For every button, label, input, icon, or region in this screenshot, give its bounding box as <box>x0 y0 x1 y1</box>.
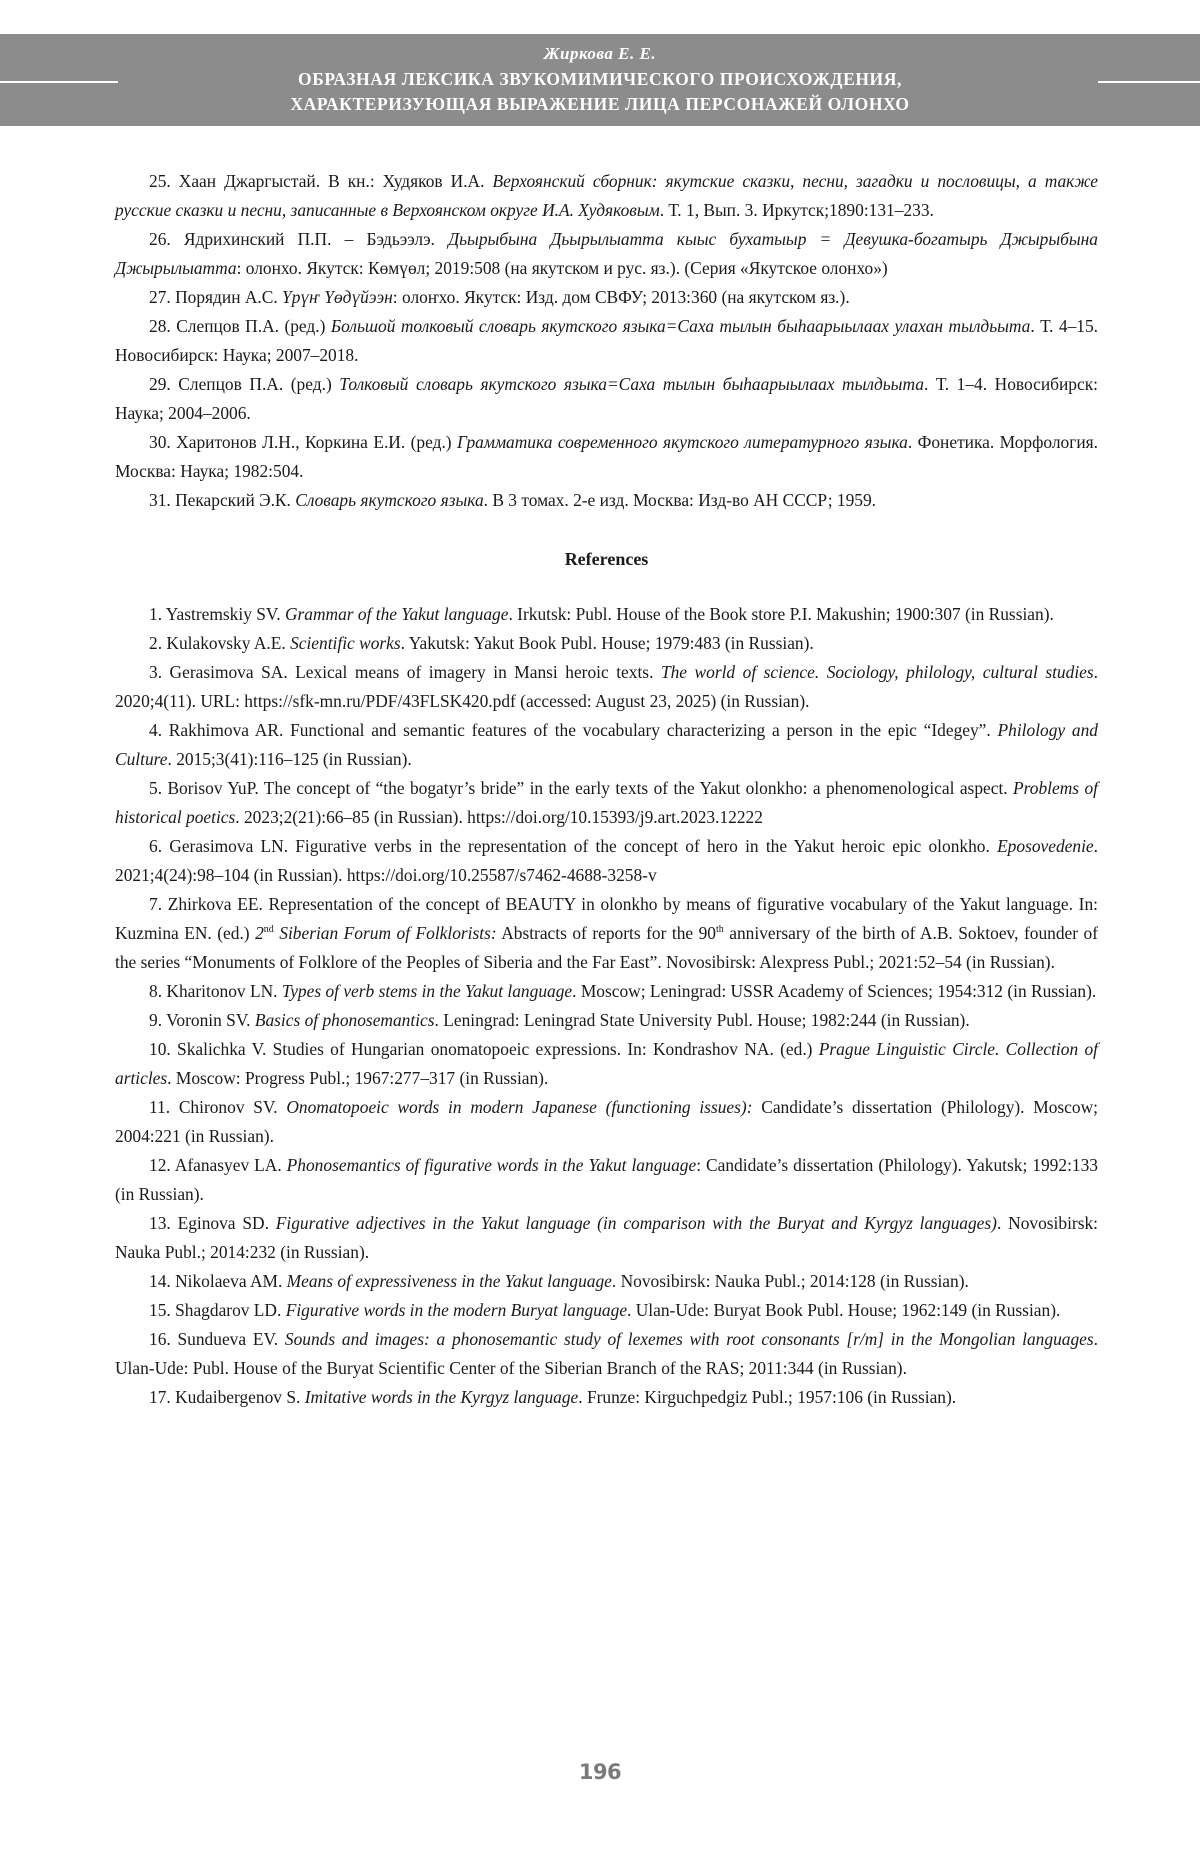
english-reference-list <box>115 600 1098 1412</box>
russian-reference-list <box>115 167 1098 515</box>
reference-entry: 30. Харитонов Л.Н., Коркина Е.И. (ред.) Грамматика современного якутского литературного языка. Фонетика. Морфология. Москва: Наука; 1982:504. <box>115 432 1098 481</box>
reference-entry: 9. Voronin SV. Basics of phonosemantics. Leningrad: Leningrad State University Publ. House; 1982:244 (in Russian). <box>149 1010 970 1030</box>
reference-entry: 27. Порядин А.С. Үрүҥ Үөдүйээн: олоҥхо. Якутск: Изд. дом СВФУ; 2013:360 (на якутском яз.). <box>149 287 850 307</box>
reference-entry: 13. Eginova SD. Figurative adjectives in the Yakut language (in comparison with the Buryat and Kyrgyz languages). Novosibirsk: Nauka Publ.; 2014:232 (in Russian). <box>115 1213 1098 1262</box>
reference-entry: 28. Слепцов П.А. (ред.) Большой толковый словарь якутского языка=Саха тылын быһаарыылаах улахан тылдьыта. Т. 4–15. Новосибирск: Наука; 2007–2018. <box>115 316 1098 365</box>
reference-entry: 17. Kudaibergenov S. Imitative words in the Kyrgyz language. Frunze: Kirguchpedgiz Publ.; 1957:106 (in Russian). <box>149 1387 957 1407</box>
page-content <box>115 167 1098 1412</box>
reference-entry: 25. Хаан Джаргыстай. В кн.: Худяков И.А. Верхоянский сборник: якутские сказки, песни, загадки и пословицы, а также русские сказки и песни, записанные в Верхоянском округе И.А. Худяковым. Т. 1, Вып. 3. Иркутск;1890:131–233. <box>115 171 1098 220</box>
reference-entry: 10. Skalichka V. Studies of Hungarian onomatopoeic expressions. In: Kondrashov NA. (ed.) Prague Linguistic Circle. Collection of articles. Moscow: Progress Publ.; 1967:277–317 (in Russian). <box>115 1039 1098 1088</box>
header-author: Жиркова Е. Е. <box>543 44 657 63</box>
page-number: 196 <box>578 1760 622 1784</box>
reference-entry: 7. Zhirkova EE. Representation of the concept of BEAUTY in olonkho by means of figurative vocabulary of the Yakut language. In: Kuzmina EN. (ed.) 2nd Siberian Forum of Folklorists: Abstracts of reports for the 90th anniversary of the birth of A.B. Soktoev, founder of the series “Monuments of Folklore of the Peoples of Siberia and the Far East”. Novosibirsk: Alexpress Publ.; 2021:52–54 (in Russian). <box>115 894 1099 972</box>
header-title-line-1: ОБРАЗНАЯ ЛЕКСИКА ЗВУКОМИМИЧЕСКОГО ПРОИСХОЖДЕНИЯ, <box>297 69 902 89</box>
references-heading: References <box>564 549 649 569</box>
reference-entry: 15. Shagdarov LD. Figurative words in the modern Buryat language. Ulan-Ude: Buryat Book Publ. House; 1962:149 (in Russian). <box>149 1300 1061 1320</box>
reference-entry: 5. Borisov YuP. The concept of “the bogatyr’s bride” in the early texts of the Yakut olonkho: a phenomenological aspect. Problems of historical poetics. 2023;2(21):66–85 (in Russian). https://doi.org/10.15393/j9.art.2023.12222 <box>115 778 1098 827</box>
reference-entry: 2. Kulakovsky A.E. Scientific works. Yakutsk: Yakut Book Publ. House; 1979:483 (in Russian). <box>149 633 814 653</box>
reference-entry: 1. Yastremskiy SV. Grammar of the Yakut language. Irkutsk: Publ. House of the Book store P.I. Makushin; 1900:307 (in Russian). <box>149 604 1054 624</box>
reference-entry: 11. Chironov SV. Onomatopoeic words in modern Japanese (functioning issues): Candidate’s dissertation (Philology). Moscow; 2004:221 (in Russian). <box>115 1097 1098 1146</box>
header-title-line-2: ХАРАКТЕРИЗУЮЩАЯ ВЫРАЖЕНИЕ ЛИЦА ПЕРСОНАЖЕЙ ОЛОНХО <box>290 94 910 114</box>
reference-entry: 6. Gerasimova LN. Figurative verbs in the representation of the concept of hero in the Yakut heroic epic olonkho. Eposovedenie. 2021;4(24):98–104 (in Russian). https://doi.org/10.25587/s7462-4688-3258-v <box>115 836 1098 885</box>
reference-entry: 29. Слепцов П.А. (ред.) Толковый словарь якутского языка=Саха тылын быһаарыылаах тылдьыта. Т. 1–4. Новосибирск: Наука; 2004–2006. <box>115 374 1098 423</box>
reference-entry: 16. Sundueva EV. Sounds and images: a phonosemantic study of lexemes with root consonants [r/m] in the Mongolian languages. Ulan-Ude: Publ. House of the Buryat Scientific Center of the Siberian Branch of the RAS; 2011:344 (in Russian). <box>115 1329 1099 1378</box>
reference-entry: 26. Ядрихинский П.П. – Бэдьээлэ. Дьырыбына Дьырылыатта кыыс бухатыыр = Девушка-богатырь Джырыбына Джырылыатта: олонхо. Якутск: Көмүөл; 2019:508 (на якутском и рус. яз.). (Серия «Якутское олонхо») <box>115 229 1098 278</box>
reference-entry: 8. Kharitonov LN. Types of verb stems in the Yakut language. Moscow; Leningrad: USSR Academy of Sciences; 1954:312 (in Russian). <box>149 981 1097 1001</box>
reference-entry: 14. Nikolaeva AM. Means of expressiveness in the Yakut language. Novosibirsk: Nauka Publ.; 2014:128 (in Russian). <box>149 1271 969 1291</box>
reference-entry: 12. Afanasyev LA. Phonosemantics of figurative words in the Yakut language: Candidate’s dissertation (Philology). Yakutsk; 1992:133 (in Russian). <box>115 1155 1098 1204</box>
reference-entry: 3. Gerasimova SA. Lexical means of imagery in Mansi heroic texts. The world of science. Sociology, philology, cultural studies. 2020;4(11). URL: https://sfk-mn.ru/PDF/43FLSK420.pdf (accessed: August 23, 2025) (in Russian). <box>115 662 1098 711</box>
reference-entry: 31. Пекарский Э.К. Словарь якутского языка. В 3 томах. 2-е изд. Москва: Изд-во АН СССР; 1959. <box>149 490 877 510</box>
reference-entry: 4. Rakhimova AR. Functional and semantic features of the vocabulary characterizing a person in the epic “Idegey”. Philology and Culture. 2015;3(41):116–125 (in Russian). <box>115 720 1098 769</box>
